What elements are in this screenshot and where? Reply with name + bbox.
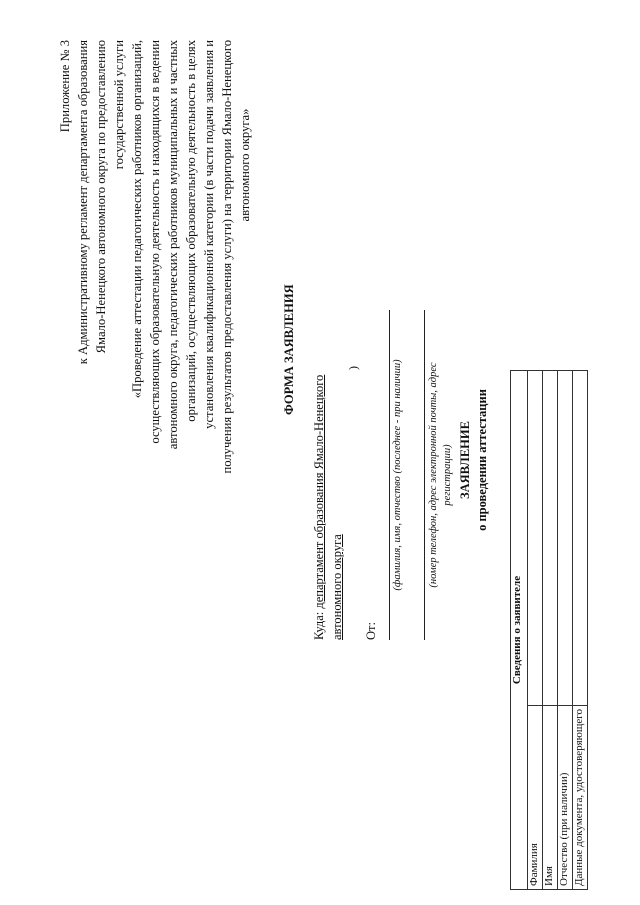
appendix-line-7: автономного округа, педагогических работников муниципальных и частных (166, 40, 180, 450)
row-value-surname[interactable] (528, 371, 543, 706)
from-contact-hint-2: регистрации) (442, 444, 453, 506)
statement-title: ЗАЯВЛЕНИЕ (458, 421, 472, 499)
appendix-line-11: автономного округа» (238, 108, 252, 222)
appendix-line-4: государственной услуги (112, 40, 126, 170)
appendix-line-1: Приложение № 3 (58, 40, 72, 133)
to-closing-paren: ) (346, 366, 360, 370)
row-label-document: Данные документа, удостоверяющего (573, 706, 588, 890)
row-label-patronymic: Отчество (при наличии) (558, 706, 573, 890)
appendix-line-5: «Проведение аттестации педагогических работников организаций, (130, 40, 144, 399)
row-value-patronymic[interactable] (558, 371, 573, 706)
appendix-line-3: Ямало-Ненецкого автономного округа по предоставлению (94, 40, 108, 354)
table-row (543, 371, 558, 890)
from-name-hint: (фамилия, имя, отчество (последнее - при наличии) (392, 359, 403, 591)
to-value-2: автономного округа (330, 534, 344, 640)
from-contact-underline (424, 310, 425, 640)
row-value-name[interactable] (543, 371, 558, 706)
to-label: Куда: (312, 608, 326, 640)
from-contact-hint-1: (номер телефон, адрес электронной почты, адрес (428, 362, 439, 588)
row-label-name: Имя (543, 706, 558, 890)
from-label: От: (364, 622, 378, 640)
appendix-line-2: к Административному регламент департамента образования (76, 40, 90, 365)
table-row (528, 371, 543, 890)
form-title: ФОРМА ЗАЯВЛЕНИЯ (282, 284, 296, 415)
to-line-1 (312, 375, 327, 640)
table-header-row (511, 371, 528, 890)
applicant-info-table (510, 370, 588, 890)
from-name-underline (389, 310, 390, 640)
row-label-surname: Фамилия (528, 706, 543, 890)
table-row (573, 371, 588, 890)
appendix-line-9: установления квалификационной категории (в части подачи заявления и (202, 40, 216, 429)
to-value-1: департамент образования Ямало-Ненецкого (312, 374, 326, 609)
appendix-line-8: организаций, осуществляющих образовательную деятельность в целях (184, 40, 198, 422)
appendix-line-6: осуществляющих образовательную деятельность и находящихся в ведении (148, 40, 162, 444)
row-value-document[interactable] (573, 371, 588, 706)
table-header: Сведения о заявителе (511, 371, 528, 890)
appendix-line-10: получения результатов предоставления услуги) на территории Ямало-Ненецкого (220, 40, 234, 474)
statement-subtitle: о проведении аттестации (475, 389, 489, 531)
table-row (558, 371, 573, 890)
